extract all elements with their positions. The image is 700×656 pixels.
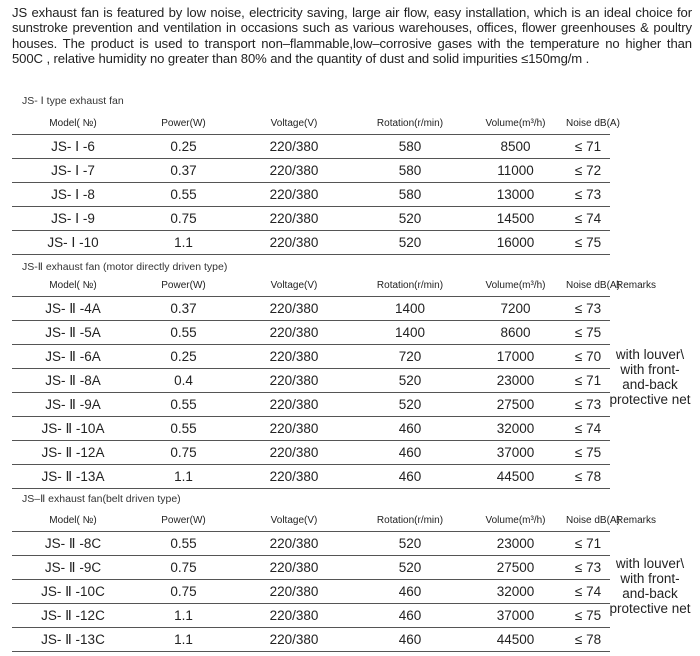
cell-voltage: 220/380 bbox=[233, 369, 355, 393]
cell-noise: ≤ 74 bbox=[566, 580, 610, 604]
header-voltage: Voltage(V) bbox=[233, 510, 355, 532]
cell-rotation: 580 bbox=[355, 159, 465, 183]
cell-volume: 37000 bbox=[465, 604, 566, 628]
cell-voltage: 220/380 bbox=[233, 393, 355, 417]
remarks-text: with louver\ with front- and-back protective net bbox=[609, 347, 691, 407]
table-body bbox=[12, 135, 610, 255]
cell-volume: 32000 bbox=[465, 417, 566, 441]
section-title-js2-direct: JS-Ⅱ exhaust fan (motor directly driven type) bbox=[22, 261, 228, 273]
header-power: Power(W) bbox=[134, 275, 233, 297]
cell-power: 0.55 bbox=[134, 321, 233, 345]
cell-model: JS- Ⅰ -9 bbox=[12, 207, 134, 231]
table-row bbox=[12, 321, 610, 345]
cell-power: 0.55 bbox=[134, 532, 233, 556]
cell-volume: 44500 bbox=[465, 465, 566, 489]
header-noise: Noise dB(A) bbox=[566, 275, 610, 297]
cell-rotation: 520 bbox=[355, 532, 465, 556]
cell-volume: 17000 bbox=[465, 345, 566, 369]
cell-volume: 27500 bbox=[465, 393, 566, 417]
table-row bbox=[12, 580, 610, 604]
table-body bbox=[12, 297, 610, 489]
cell-noise: ≤ 70 bbox=[566, 345, 610, 369]
cell-volume: 27500 bbox=[465, 556, 566, 580]
cell-voltage: 220/380 bbox=[233, 297, 355, 321]
header-model: Model( №) bbox=[12, 510, 134, 532]
cell-volume: 8600 bbox=[465, 321, 566, 345]
cell-model: JS- Ⅱ -12C bbox=[12, 604, 134, 628]
cell-rotation: 460 bbox=[355, 417, 465, 441]
cell-rotation: 520 bbox=[355, 207, 465, 231]
cell-model: JS- Ⅱ -9C bbox=[12, 556, 134, 580]
cell-volume: 11000 bbox=[465, 159, 566, 183]
table-row bbox=[12, 207, 610, 231]
cell-power: 0.4 bbox=[134, 369, 233, 393]
table-js2-direct bbox=[12, 275, 620, 489]
cell-voltage: 220/380 bbox=[233, 345, 355, 369]
cell-power: 1.1 bbox=[134, 604, 233, 628]
table-row bbox=[12, 231, 610, 255]
cell-power: 0.55 bbox=[134, 183, 233, 207]
cell-power: 0.25 bbox=[134, 345, 233, 369]
cell-voltage: 220/380 bbox=[233, 135, 355, 159]
cell-noise: ≤ 75 bbox=[566, 231, 610, 255]
cell-model: JS- Ⅱ -6A bbox=[12, 345, 134, 369]
table-row bbox=[12, 297, 610, 321]
header-noise: Noise dB(A) bbox=[566, 510, 610, 532]
header-power: Power(W) bbox=[134, 113, 233, 135]
header-volume: Volume(m³/h) bbox=[465, 275, 566, 297]
cell-power: 0.75 bbox=[134, 580, 233, 604]
cell-rotation: 1400 bbox=[355, 321, 465, 345]
table-row bbox=[12, 369, 610, 393]
cell-voltage: 220/380 bbox=[233, 441, 355, 465]
header-noise: Noise dB(A) bbox=[566, 113, 610, 135]
cell-rotation: 520 bbox=[355, 556, 465, 580]
cell-power: 0.55 bbox=[134, 417, 233, 441]
cell-noise: ≤ 72 bbox=[566, 159, 610, 183]
cell-noise: ≤ 74 bbox=[566, 417, 610, 441]
cell-noise: ≤ 73 bbox=[566, 297, 610, 321]
cell-rotation: 460 bbox=[355, 628, 465, 652]
cell-power: 0.37 bbox=[134, 159, 233, 183]
cell-power: 1.1 bbox=[134, 628, 233, 652]
cell-power: 1.1 bbox=[134, 465, 233, 489]
cell-rotation: 1400 bbox=[355, 297, 465, 321]
header-power: Power(W) bbox=[134, 510, 233, 532]
table-row bbox=[12, 135, 610, 159]
table-js2-belt bbox=[12, 510, 620, 652]
cell-rotation: 580 bbox=[355, 135, 465, 159]
table-row bbox=[12, 159, 610, 183]
cell-voltage: 220/380 bbox=[233, 604, 355, 628]
cell-volume: 23000 bbox=[465, 369, 566, 393]
cell-voltage: 220/380 bbox=[233, 556, 355, 580]
cell-volume: 32000 bbox=[465, 580, 566, 604]
table-row bbox=[12, 604, 610, 628]
cell-model: JS- Ⅱ -13C bbox=[12, 628, 134, 652]
header-remarks: Remarks bbox=[616, 515, 657, 526]
table-row bbox=[12, 417, 610, 441]
header-volume: Volume(m³/h) bbox=[465, 113, 566, 135]
cell-power: 0.75 bbox=[134, 556, 233, 580]
cell-rotation: 520 bbox=[355, 369, 465, 393]
cell-voltage: 220/380 bbox=[233, 465, 355, 489]
cell-voltage: 220/380 bbox=[233, 231, 355, 255]
cell-noise: ≤ 71 bbox=[566, 532, 610, 556]
table-row bbox=[12, 345, 610, 369]
section-title-js2-belt: JS–Ⅱ exhaust fan(belt driven type) bbox=[22, 493, 181, 505]
table-row bbox=[12, 628, 610, 652]
cell-voltage: 220/380 bbox=[233, 628, 355, 652]
cell-noise: ≤ 75 bbox=[566, 321, 610, 345]
cell-power: 0.75 bbox=[134, 207, 233, 231]
header-model: Model( №) bbox=[12, 275, 134, 297]
table-row bbox=[12, 393, 610, 417]
header-volume: Volume(m³/h) bbox=[465, 510, 566, 532]
table-row bbox=[12, 441, 610, 465]
cell-power: 0.25 bbox=[134, 135, 233, 159]
cell-rotation: 580 bbox=[355, 183, 465, 207]
intro-paragraph: JS exhaust fan is featured by low noise, electricity saving, large air flow, easy installation, which is an ideal choice for sunstroke prevention and ventilation in occasions such as various warehouses, offices, flower greenhouses & poultry houses. The product is used to transport non–flammable,low–corrosive gases with the temperature no higher than 500C , relative humidity no greater than 80% and the quantity of dust and solid impurities ≤150mg/m . bbox=[12, 5, 692, 67]
cell-voltage: 220/380 bbox=[233, 207, 355, 231]
cell-model: JS- Ⅱ -8C bbox=[12, 532, 134, 556]
cell-voltage: 220/380 bbox=[233, 183, 355, 207]
table-header bbox=[12, 275, 620, 297]
cell-model: JS- Ⅱ -13A bbox=[12, 465, 134, 489]
cell-voltage: 220/380 bbox=[233, 580, 355, 604]
cell-volume: 7200 bbox=[465, 297, 566, 321]
cell-model: JS- Ⅰ -10 bbox=[12, 231, 134, 255]
cell-noise: ≤ 71 bbox=[566, 135, 610, 159]
table-row bbox=[12, 532, 610, 556]
header-model: Model( №) bbox=[12, 113, 134, 135]
cell-noise: ≤ 78 bbox=[566, 465, 610, 489]
cell-model: JS- Ⅱ -8A bbox=[12, 369, 134, 393]
cell-noise: ≤ 74 bbox=[566, 207, 610, 231]
cell-rotation: 460 bbox=[355, 465, 465, 489]
cell-volume: 14500 bbox=[465, 207, 566, 231]
table-header bbox=[12, 510, 620, 532]
cell-rotation: 460 bbox=[355, 604, 465, 628]
cell-power: 0.75 bbox=[134, 441, 233, 465]
table-js1 bbox=[12, 113, 620, 255]
table-row bbox=[12, 556, 610, 580]
cell-volume: 37000 bbox=[465, 441, 566, 465]
cell-model: JS- Ⅱ -9A bbox=[12, 393, 134, 417]
cell-rotation: 460 bbox=[355, 580, 465, 604]
cell-model: JS- Ⅱ -10C bbox=[12, 580, 134, 604]
cell-volume: 23000 bbox=[465, 532, 566, 556]
cell-rotation: 460 bbox=[355, 441, 465, 465]
header-remarks: Remarks bbox=[616, 280, 657, 291]
table-body bbox=[12, 532, 610, 652]
table-row bbox=[12, 183, 610, 207]
cell-volume: 44500 bbox=[465, 628, 566, 652]
cell-model: JS- Ⅱ -10A bbox=[12, 417, 134, 441]
cell-volume: 16000 bbox=[465, 231, 566, 255]
table-row bbox=[12, 465, 610, 489]
table-header bbox=[12, 113, 620, 135]
cell-noise: ≤ 71 bbox=[566, 369, 610, 393]
remarks-text: with louver\ with front- and-back protective net bbox=[609, 556, 691, 616]
cell-noise: ≤ 75 bbox=[566, 604, 610, 628]
header-voltage: Voltage(V) bbox=[233, 113, 355, 135]
cell-model: JS- Ⅱ -4A bbox=[12, 297, 134, 321]
header-rotation: Rotation(r/min) bbox=[355, 275, 465, 297]
cell-rotation: 720 bbox=[355, 345, 465, 369]
cell-model: JS- Ⅰ -7 bbox=[12, 159, 134, 183]
header-rotation: Rotation(r/min) bbox=[355, 113, 465, 135]
cell-noise: ≤ 75 bbox=[566, 441, 610, 465]
cell-power: 1.1 bbox=[134, 231, 233, 255]
cell-voltage: 220/380 bbox=[233, 417, 355, 441]
header-rotation: Rotation(r/min) bbox=[355, 510, 465, 532]
cell-rotation: 520 bbox=[355, 393, 465, 417]
cell-model: JS- Ⅱ -12A bbox=[12, 441, 134, 465]
cell-power: 0.37 bbox=[134, 297, 233, 321]
header-voltage: Voltage(V) bbox=[233, 275, 355, 297]
cell-volume: 8500 bbox=[465, 135, 566, 159]
cell-volume: 13000 bbox=[465, 183, 566, 207]
cell-voltage: 220/380 bbox=[233, 159, 355, 183]
cell-model: JS- Ⅰ -6 bbox=[12, 135, 134, 159]
cell-power: 0.55 bbox=[134, 393, 233, 417]
cell-noise: ≤ 73 bbox=[566, 556, 610, 580]
cell-noise: ≤ 73 bbox=[566, 183, 610, 207]
section-title-js1: JS- Ⅰ type exhaust fan bbox=[22, 95, 124, 107]
cell-model: JS- Ⅱ -5A bbox=[12, 321, 134, 345]
cell-voltage: 220/380 bbox=[233, 321, 355, 345]
cell-model: JS- Ⅰ -8 bbox=[12, 183, 134, 207]
cell-rotation: 520 bbox=[355, 231, 465, 255]
cell-noise: ≤ 73 bbox=[566, 393, 610, 417]
cell-voltage: 220/380 bbox=[233, 532, 355, 556]
cell-noise: ≤ 78 bbox=[566, 628, 610, 652]
